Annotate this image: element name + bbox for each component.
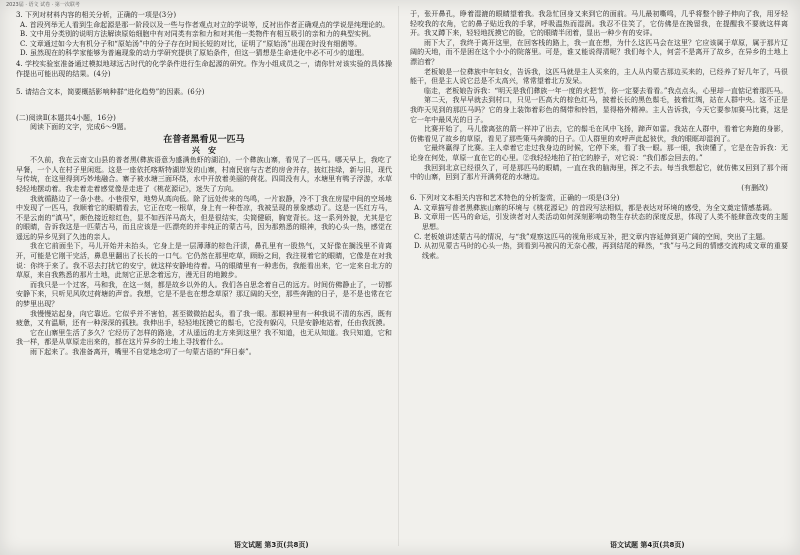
right-column xyxy=(410,10,788,536)
question-4: 4. 学校实验室准备通过模拟地球远古时代的化学条件进行生命起源的研究。作为小组成员之一，请你针对该实验的具体操作提出可能出现的结果。(4分) xyxy=(16,59,392,78)
article-paragraph: 老板娘是一位彝族中年妇女，告诉我，这匹马就是主人买来的，主人从内蒙古那边买来的，已经养了好几年了，马很能干，但是主人说它总是不太高兴，常常望着北方发呆。 xyxy=(410,67,788,86)
article-paragraph: 雨下大了，我终于离开这里，在回客栈的路上，我一直在想，为什么这匹马会在这里？它应该属于草原，属于那片辽阔的天地，而不是困在这个小小的院落里。可是，谁又能说得清呢？我们每个人，何尝不是离开了故乡，在异乡的土地上漂泊着？ xyxy=(410,38,788,66)
q6-option-b: B. 文章用一匹马的命运，引发读者对人类活动如何深刻影响动物生存状态的深度反思，体现了人类不能肆意改变的主题思想。 xyxy=(414,213,788,232)
section-heading: (二)阅读Ⅱ(本题共4小题，16分) xyxy=(16,113,116,122)
left-column xyxy=(16,10,392,536)
article-paragraph: 而我只是一个过客，马和我，在这一刻，都是故乡以外的人。我们各自思念着自己的远方。时间仿佛静止了，一切都安静下来，只听见风吹过荷塘的声音。我想，它是不是也在想念草原？那辽阔的天空，那些奔跑的日子，是不是也常在它的梦里出现？ xyxy=(16,280,392,309)
article-paragraph: 不久前，我在云南文山县的普者黑(彝族语意为盛满鱼虾的湖泊)，一个彝族山寨，看见了一匹马。哪天早上，我吃了早餐，一个人在村子里闲逛。这是一座依托喀斯特湖岸发的山寨，村南民宿与古老的房舍并存，披红挂绿，新与旧，现代与传统，在这里得到巧妙地融合。寨子被水塘三面环绕，水中开放着美丽的荷花。四周没有人，水塘里有鸭子浮游，水草轻轻地摆动着。我走着走着感觉像是走进了《桃花源记》，迷失了方向。 xyxy=(16,156,392,193)
page-header: 2023届 · 语文 试卷 · 第一次联考 xyxy=(6,2,80,8)
article-title: 在普者黑看见一匹马 xyxy=(163,134,245,145)
article-paragraph: 我回到北京已经很久了，可是那匹马的眼睛，一直在我的脑海里，挥之不去。每当我想起它，就仿佛又回到了那个雨中的山寨，回到了那片开满荷花的水塘边。 xyxy=(410,163,788,182)
article-paragraph: 我在它前面坐下，马儿开始并未抬头，它身上是一层薄薄的棕色汗渍，鼻孔里有一股热气，又好像在搁浅里不肯离开，可能是它刚干完活，鼻息里翻出了长长的一口气。它仍然在那里吃草，顾盼之间，我注视着它的眼睛，它像是在对我说：你终于来了。我不忍去打扰它的安宁，就这样安静地待着。马的眼睛里有一种悲伤，我能看出来，它一定来自北方的草原，来自我熟悉的那片土地，此刻它正思念着远方，漫无目的地踱步。 xyxy=(16,242,392,280)
article-author: 兴 安 xyxy=(191,144,217,155)
q3-option-c: C. 文章通过如今大有机分子和“原始汤”中的分子存在时间长短的对比，证明了“原始汤”出现在时没有细菌等。 xyxy=(20,39,362,48)
q3-option-d: D. 虽然现在的科学家能够为普遍现象的动力学研究提供了原始条件，但这一猜想是生命进化中必不可少的道理。 xyxy=(20,49,369,58)
article-source-note: (有删改) xyxy=(741,183,768,192)
article-paragraph: 第二天，我早早就去到村口，只见一匹高大的棕色红马，披着长长的黑色鬃毛，披着红绸，站在人群中央。这不正是我昨天见到的那匹马吗？它的身上装饰着彩色的绸带和铃铛，显得格外精神。主人告诉我，今天它要参加赛马比赛，这是它一年中最风光的日子。 xyxy=(410,96,788,124)
question-6: 6. 下列对文本相关内容和艺术特色的分析鉴赏，正确的一项是(3分) xyxy=(410,194,620,203)
article-paragraph: 于，张开鼻孔，睁着湿漉的眼睛望着我。我急忙回身又来到它的面前。马儿最初嘶鸣，几乎将整个脖子伸向了我，用牙轻轻咬我的衣角，它的鼻子贴近我的手掌，呼吸温热而湿润。我忍不住笑了，它仿佛是在挽留我，在提醒我不要就这样离开。我又蹲下来，轻轻地抚摸它的脸，它的眼睛半闭着，显出一种少有的安详。 xyxy=(410,10,788,38)
article-paragraph-underlined: 它最终赢得了比赛。主人牵着它走过我身边的时候，它停下来，看了我一眼。那一眼，我读懂了，它是在告诉我：无论身在何处，草原一直在它的心里。②我轻轻地拍了拍它的脖子，对它说：“我们都会回去的。” xyxy=(410,144,788,162)
page-footer-left: 语文试题 第3页(共8页) xyxy=(234,541,309,549)
q3-option-a: A. 首段列举无人看到生命起源是那一阶段以及一些与作者观点对立的学说等，反衬出作者正确观点的学说是纯理论的。 xyxy=(20,20,390,29)
column-divider xyxy=(398,6,399,546)
article-paragraph: 雨下起来了。我准备离开，嘴里不自觉地念叨了一句蒙古语的“拜日泰”。 xyxy=(30,348,256,356)
page-footer-right: 语文试题 第4页(共8页) xyxy=(610,541,685,549)
question-3: 3. 下列对材料内容的相关分析，正确的一项是(3分) xyxy=(16,11,177,19)
article-paragraph: 我慢慢站起身，向它靠近。它似乎并不害怕，甚至微微抬起头，看了我一眼。那眼神里有一种我说不清的东西，既有疲惫，又有温顺，还有一种深深的孤独。我伸出手，轻轻地抚摸它的鬃毛，它没有躲闪，只是安静地站着，任由我抚摸。 xyxy=(16,309,392,328)
q6-option-c: C. 老板娘讲述蒙古马的情况，与“我”观察这匹马的视角形成互补，把文章内容延伸到更广阔的空间，突出了主题。 xyxy=(414,232,770,241)
article-paragraph: 我就循路边了一条小巷。小巷很窄，地势从高向低。除了远处传来的鸟鸣，一片寂静，冷不丁我在房屋中间的空场地中发现了一匹马，我顺着它的眼睛看去，它正在吃一根草，身上有一种苍凉，我被呈现的景象感动了。这是一匹红方马，不是云南的“滇马”，颇色接近棕红色，显不如西洋马高大，但是很结实，尖简健硕，胸宽背长。这一系列外貌，尤其是它的眼睛，告诉我这是一匹蒙古马，而且应该是一匹漂亮的并非纯正的蒙古马，因为那熟悉的眼神，我的心头一热，感觉在遥远的异乡见到了久违的亲人。 xyxy=(16,194,392,241)
q6-option-d: D. 从初见蒙古马时的心头一热，到看到马被闪的无奈心酸，再到结尾的释然，“我”与马之间的情感交流构成文章的重要线索。 xyxy=(414,242,788,260)
article-paragraph: 它在山寨里生活了多久？它经历了怎样的路途，才从遥远的北方来到这里？我不知道，也无从知道。我只知道，它和我一样，都是从草原走出来的，都在这片异乡的土地上寻找着什么。 xyxy=(16,328,392,347)
q3-option-b: B. 文中用分类别的说明方法解读原始细胞中有对同类有亲和力和对其他一类物件有相互吸引的亲和力的典型实例。 xyxy=(20,30,376,39)
article-paragraph: 临走，老板娘告诉我：“明天是我们彝族一年一度的火把节，你一定要去看看。”我点点头，心里却一直惦记着那匹马。 xyxy=(424,86,788,95)
article-paragraph-underlined: 比赛开始了，马儿像离弦的箭一样冲了出去，它的鬃毛在风中飞扬，蹄声如雷。我站在人群中，看着它奔跑的身影，仿佛看见了故乡的草原，看见了那些策马奔腾的日子。①人群里的欢呼声此起彼伏，我的眼眶却湿润了。 xyxy=(410,125,788,143)
q6-option-a: A. 文章描写普者黑彝族山寨的环境与《桃花源记》的首段写法相似，都是表达对环境的感受，为全文奠定情感基调。 xyxy=(414,203,777,212)
question-5: 5. 请结合文本，简要概括影响种群“进化趋势”的因素。(6分) xyxy=(16,88,205,97)
reading-instruction: 阅读下面的文字，完成6～9题。 xyxy=(30,123,131,132)
